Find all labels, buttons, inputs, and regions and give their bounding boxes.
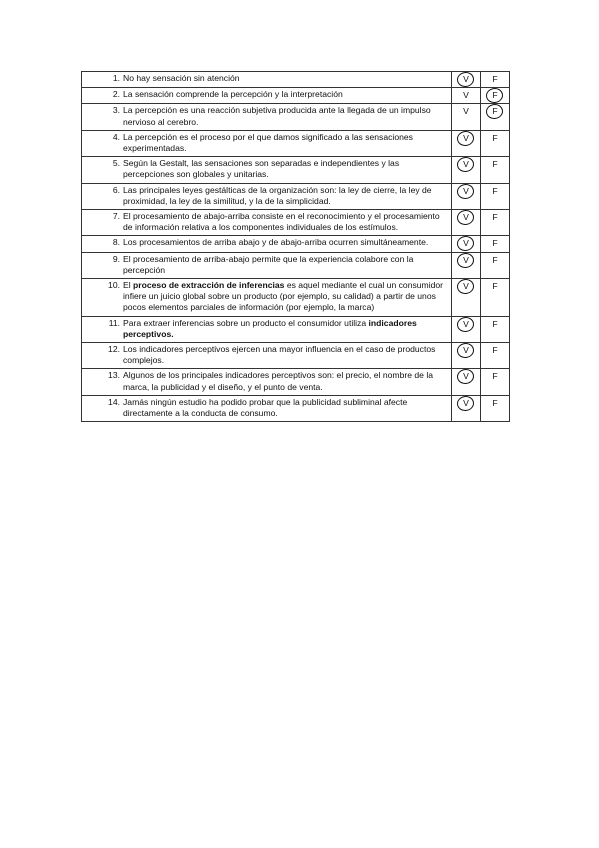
statement-cell bbox=[82, 88, 452, 104]
question-text: Los indicadores perceptivos ejercen una mayor influencia en el caso de productos complejos. bbox=[123, 344, 436, 366]
question-number: 1. bbox=[112, 73, 120, 83]
table-row bbox=[82, 316, 510, 342]
false-cell[interactable] bbox=[481, 395, 510, 421]
statement-cell bbox=[82, 279, 452, 317]
true-option-circled[interactable]: V bbox=[458, 370, 474, 382]
question-number: 5. bbox=[112, 158, 120, 169]
table-row bbox=[82, 130, 510, 156]
question-text: No hay sensación sin atención bbox=[123, 73, 240, 83]
question-number: 14. bbox=[108, 396, 120, 407]
table-row bbox=[82, 72, 510, 88]
false-option[interactable]: F bbox=[492, 345, 498, 356]
true-cell[interactable] bbox=[452, 183, 481, 209]
true-option-circled[interactable]: V bbox=[458, 280, 474, 292]
question-number: 8. bbox=[112, 237, 120, 248]
false-option[interactable]: F bbox=[492, 238, 498, 249]
table-row bbox=[82, 252, 510, 278]
true-option-circled[interactable]: V bbox=[458, 344, 474, 356]
true-cell[interactable] bbox=[452, 157, 481, 183]
statement-cell bbox=[82, 210, 452, 236]
table-row bbox=[82, 236, 510, 252]
statement-cell bbox=[82, 395, 452, 421]
question-number: 13. bbox=[108, 370, 120, 381]
question-text: Algunos de los principales indicadores perceptivos son: el precio, el nombre de la marca, la publicidad y el diseño, y el punto de venta. bbox=[123, 370, 434, 392]
true-false-table bbox=[81, 71, 510, 422]
question-text bbox=[123, 280, 448, 314]
false-cell[interactable] bbox=[481, 316, 510, 342]
true-option-circled[interactable]: V bbox=[458, 318, 474, 330]
true-option-circled[interactable]: V bbox=[458, 158, 474, 170]
statement-cell bbox=[82, 130, 452, 156]
question-number: 4. bbox=[112, 131, 120, 142]
true-cell[interactable] bbox=[452, 210, 481, 236]
false-cell[interactable] bbox=[481, 236, 510, 252]
statement-cell bbox=[82, 343, 452, 369]
question-text: Los procesamientos de arriba abajo y de abajo-arriba ocurren simultáneamente. bbox=[123, 237, 429, 248]
statement-cell bbox=[82, 369, 452, 395]
true-cell[interactable] bbox=[452, 104, 481, 130]
false-option[interactable]: F bbox=[492, 185, 498, 196]
true-cell[interactable] bbox=[452, 72, 481, 88]
question-text-part: Para extraer inferencias sobre un producto el consumidor utiliza bbox=[123, 317, 369, 328]
true-cell[interactable] bbox=[452, 252, 481, 278]
true-option[interactable]: V bbox=[463, 106, 469, 117]
question-number: 10. bbox=[108, 280, 120, 291]
question-number: 2. bbox=[112, 89, 120, 100]
false-cell[interactable] bbox=[481, 183, 510, 209]
true-option-circled[interactable]: V bbox=[458, 397, 474, 409]
false-option-circled[interactable]: F bbox=[487, 105, 503, 117]
statement-cell bbox=[82, 104, 452, 130]
statement-cell bbox=[82, 157, 452, 183]
false-option[interactable]: F bbox=[492, 74, 498, 84]
question-number: 9. bbox=[112, 253, 120, 264]
true-cell[interactable] bbox=[452, 236, 481, 252]
table-row bbox=[82, 183, 510, 209]
question-number: 12. bbox=[108, 344, 120, 355]
false-option[interactable]: F bbox=[492, 371, 498, 382]
question-text: El procesamiento de arriba-abajo permite que la experiencia colabore con la percepción bbox=[123, 253, 414, 275]
false-option[interactable]: F bbox=[492, 254, 498, 265]
statement-cell bbox=[82, 183, 452, 209]
false-cell[interactable] bbox=[481, 252, 510, 278]
false-cell[interactable] bbox=[481, 88, 510, 104]
question-text: Las principales leyes gestálticas de la organización son: la ley de cierre, la ley de proximidad, la ley de la similitud, y la de la simplicidad. bbox=[123, 184, 432, 206]
false-option-circled[interactable]: F bbox=[487, 89, 503, 101]
false-cell[interactable] bbox=[481, 72, 510, 88]
question-text-bold: indicadores perceptivos. bbox=[123, 317, 417, 339]
false-option[interactable]: F bbox=[492, 132, 498, 143]
true-option-circled[interactable]: V bbox=[458, 254, 474, 266]
question-text: El procesamiento de abajo-arriba consiste en el reconocimiento y el procesamiento de información relativa a los componentes individuales de los estímulos. bbox=[123, 211, 440, 233]
question-text-part: El bbox=[123, 280, 134, 291]
statement-cell bbox=[82, 72, 452, 88]
statement-cell bbox=[82, 252, 452, 278]
false-cell[interactable] bbox=[481, 157, 510, 183]
table-row bbox=[82, 104, 510, 130]
table-row bbox=[82, 157, 510, 183]
false-cell[interactable] bbox=[481, 130, 510, 156]
quiz-sheet bbox=[81, 71, 508, 422]
question-text: Jamás ningún estudio ha podido probar que la publicidad subliminal afecte directamente a la conducta de consumo. bbox=[123, 396, 408, 419]
false-cell[interactable] bbox=[481, 279, 510, 317]
question-number: 6. bbox=[112, 184, 120, 195]
table-row bbox=[82, 210, 510, 236]
question-number: 7. bbox=[112, 211, 120, 222]
question-text bbox=[123, 318, 448, 340]
table-row bbox=[82, 369, 510, 395]
false-cell[interactable] bbox=[481, 210, 510, 236]
true-cell[interactable] bbox=[452, 369, 481, 395]
question-text-bold: proceso de extracción de inferencias bbox=[133, 280, 285, 291]
false-option[interactable]: F bbox=[492, 397, 498, 408]
false-option[interactable]: F bbox=[492, 159, 498, 170]
true-option[interactable]: V bbox=[463, 90, 469, 101]
true-cell[interactable] bbox=[452, 395, 481, 421]
false-option[interactable]: F bbox=[492, 212, 498, 223]
true-option-circled[interactable]: V bbox=[458, 211, 474, 223]
true-option-circled[interactable]: V bbox=[458, 132, 474, 144]
question-text: La percepción es una reacción subjetiva producida ante la llegada de un impulso nervioso al cerebro. bbox=[123, 105, 431, 127]
true-option-circled[interactable]: V bbox=[458, 185, 474, 197]
false-option[interactable]: F bbox=[492, 281, 498, 292]
true-option-circled[interactable]: V bbox=[458, 73, 474, 85]
true-cell[interactable] bbox=[452, 130, 481, 156]
false-cell[interactable] bbox=[481, 369, 510, 395]
question-number: 11. bbox=[108, 317, 120, 328]
question-text-part: es aquel mediante el cual un consumidor infiere un juicio global sobre un producto (por ejemplo, su calidad) a partir de unos pocos elementos parciales de información (por ejemplo, la marca) bbox=[123, 280, 444, 313]
true-cell[interactable] bbox=[452, 279, 481, 317]
table-row bbox=[82, 395, 510, 421]
table-row bbox=[82, 88, 510, 104]
table-row bbox=[82, 343, 510, 369]
question-text: Según la Gestalt, las sensaciones son separadas e independientes y las percepciones son globales y unitarias. bbox=[123, 158, 400, 180]
false-option[interactable]: F bbox=[492, 318, 498, 329]
question-text: La percepción es el proceso por el que damos significado a las sensaciones experimentadas. bbox=[123, 131, 413, 154]
true-cell[interactable] bbox=[452, 343, 481, 369]
statement-cell bbox=[82, 236, 452, 252]
question-number: 3. bbox=[112, 105, 120, 116]
true-cell[interactable] bbox=[452, 316, 481, 342]
true-option-circled[interactable]: V bbox=[458, 237, 474, 249]
statement-cell bbox=[82, 316, 452, 342]
false-cell[interactable] bbox=[481, 104, 510, 130]
question-text: La sensación comprende la percepción y la interpretación bbox=[123, 89, 343, 100]
table-row bbox=[82, 279, 510, 317]
true-cell[interactable] bbox=[452, 88, 481, 104]
false-cell[interactable] bbox=[481, 343, 510, 369]
